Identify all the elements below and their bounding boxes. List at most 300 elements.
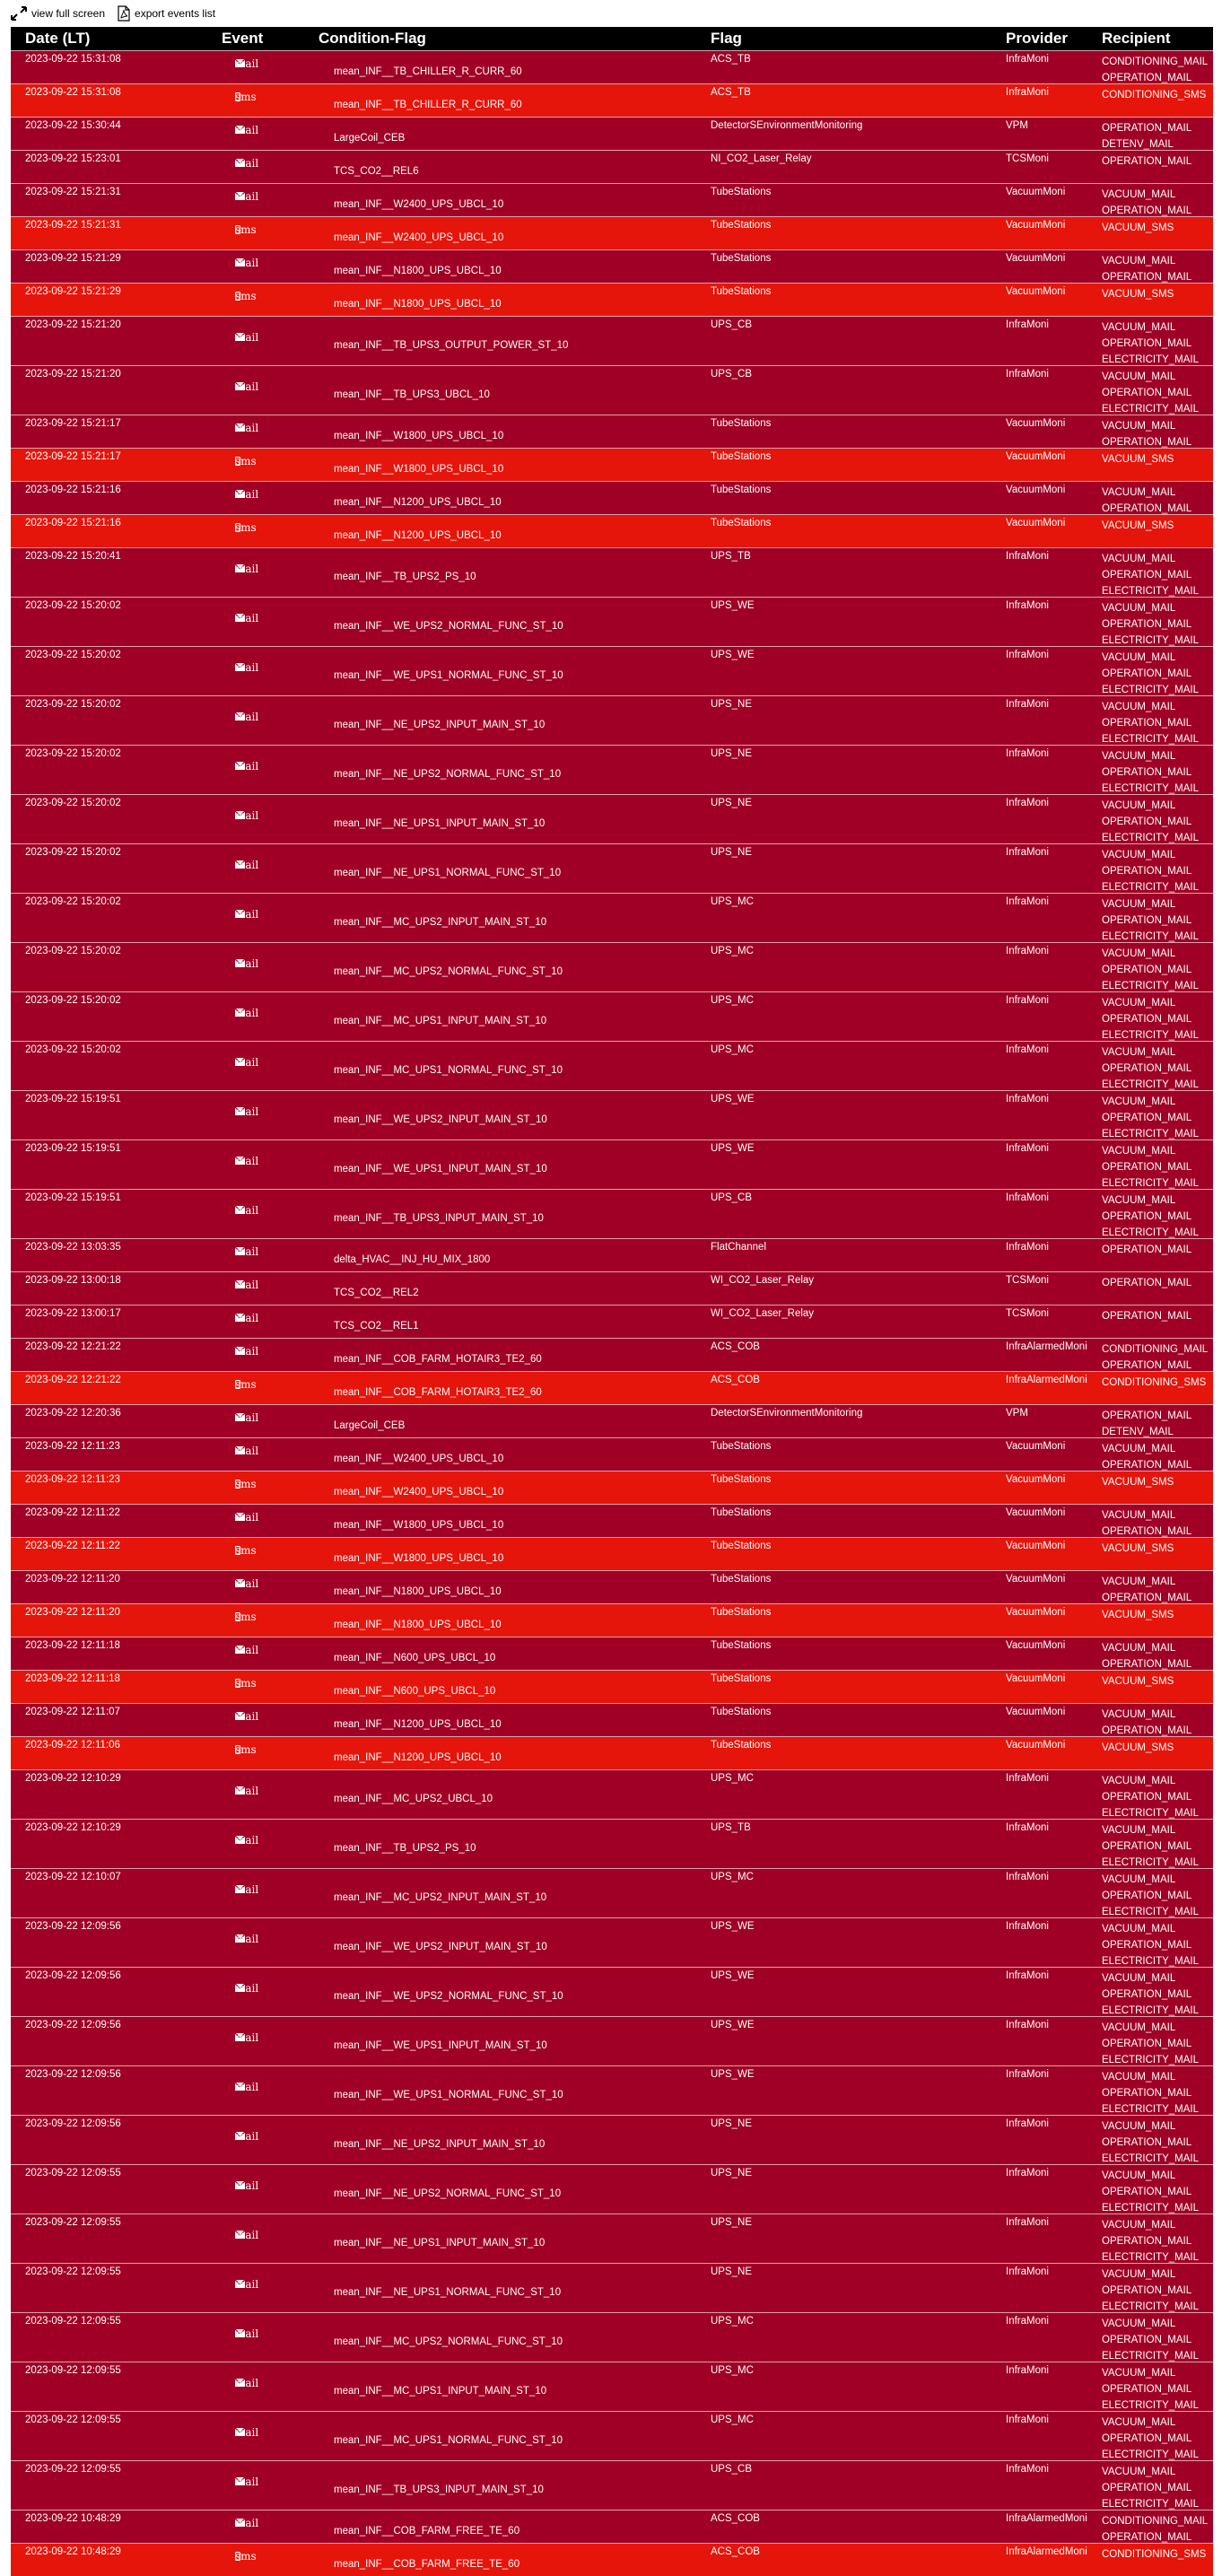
table-row[interactable] <box>11 2543 1213 2576</box>
recipient-item: VACUUM_MAIL <box>1102 948 1176 959</box>
table-row[interactable] <box>11 2411 1213 2460</box>
table-row[interactable] <box>11 1140 1213 1189</box>
cell-event <box>235 123 259 136</box>
cell-recipient <box>1102 1872 1199 1920</box>
cell-flag: TubeStations <box>711 485 772 495</box>
cell-event <box>235 57 259 70</box>
cell-event <box>235 380 259 393</box>
recipient-item: VACUUM_MAIL <box>1102 2220 1176 2231</box>
event-type-label: sms <box>235 1611 257 1623</box>
table-row[interactable] <box>11 1917 1213 1967</box>
table-row[interactable] <box>11 1189 1213 1238</box>
cell-provider: InfraMoni <box>1006 1242 1049 1253</box>
cell-condition-flag: mean_INF__W1800_UPS_UBCL_10 <box>334 464 504 475</box>
cell-condition-flag: mean_INF__W1800_UPS_UBCL_10 <box>334 1520 504 1531</box>
cell-condition-flag: mean_INF__TB_CHILLER_R_CURR_60 <box>334 100 522 110</box>
cell-provider: InfraAlarmedMoni <box>1006 1375 1087 1385</box>
cell-recipient <box>1102 699 1199 747</box>
cell-condition-flag: mean_INF__WE_UPS1_INPUT_MAIN_ST_10 <box>334 1164 547 1174</box>
cell-recipient <box>1102 54 1208 86</box>
event-type-label: mail <box>235 1882 259 1896</box>
table-row[interactable] <box>11 646 1213 695</box>
table-row[interactable] <box>11 1338 1213 1371</box>
cell-recipient <box>1102 2020 1199 2068</box>
table-row[interactable] <box>11 1703 1213 1736</box>
cell-flag: TubeStations <box>711 1474 772 1485</box>
recipient-item: VACUUM_MAIL <box>1102 421 1176 432</box>
cell-condition-flag: mean_INF__MC_UPS2_NORMAL_FUNC_ST_10 <box>334 966 563 977</box>
recipient-item: ELECTRICITY_MAIL <box>1102 2400 1199 2411</box>
event-type-label: sms <box>235 1677 257 1690</box>
cell-date: 2023-09-22 12:20:36 <box>25 1408 121 1419</box>
cell-event <box>235 1055 259 1069</box>
recipient-item: OPERATION_MAIL <box>1102 866 1192 877</box>
table-row[interactable] <box>11 2016 1213 2065</box>
cell-date: 2023-09-22 15:21:31 <box>25 187 121 197</box>
cell-date: 2023-09-22 13:00:18 <box>25 1275 121 1286</box>
event-type-label: mail <box>235 380 259 393</box>
recipient-item: OPERATION_MAIL <box>1102 2433 1192 2444</box>
cell-condition-flag: mean_INF__COB_FARM_FREE_TE_60 <box>334 2559 520 2570</box>
table-row[interactable] <box>11 1769 1213 1819</box>
table-row[interactable] <box>11 1603 1213 1637</box>
recipient-item: ELECTRICITY_MAIL <box>1102 1178 1199 1189</box>
recipient-item: OPERATION_MAIL <box>1102 915 1192 926</box>
cell-condition-flag: mean_INF__NE_UPS1_NORMAL_FUNC_ST_10 <box>334 868 562 878</box>
recipient-item: ELECTRICITY_MAIL <box>1102 586 1199 597</box>
table-row[interactable] <box>11 365 1213 415</box>
recipient-item: OPERATION_MAIL <box>1102 1792 1192 1803</box>
table-row[interactable] <box>11 1041 1213 1090</box>
table-row[interactable] <box>11 2115 1213 2164</box>
recipient-item: OPERATION_MAIL <box>1102 123 1192 134</box>
cell-recipient <box>1102 319 1199 368</box>
cell-event <box>235 487 259 501</box>
cell-event <box>235 759 259 773</box>
recipient-item: OPERATION_MAIL <box>1102 2532 1192 2543</box>
event-type-label: mail <box>235 1154 259 1167</box>
table-row[interactable] <box>11 547 1213 597</box>
cell-date: 2023-09-22 15:21:16 <box>25 485 121 495</box>
table-row[interactable] <box>11 1637 1213 1670</box>
recipient-item: OPERATION_MAIL <box>1102 570 1192 581</box>
event-type-label: mail <box>235 1055 259 1069</box>
table-row[interactable] <box>11 942 1213 991</box>
recipient-item: OPERATION_MAIL <box>1102 272 1192 283</box>
cell-date: 2023-09-22 13:00:17 <box>25 1308 121 1319</box>
cell-flag: UPS_NE <box>711 748 753 759</box>
recipient-item: VACUUM_SMS <box>1102 223 1174 233</box>
table-row[interactable] <box>11 893 1213 942</box>
cell-date: 2023-09-22 12:10:29 <box>25 1773 121 1784</box>
cell-condition-flag: mean_INF__TB_UPS3_INPUT_MAIN_ST_10 <box>334 2484 544 2495</box>
table-row[interactable] <box>11 2164 1213 2214</box>
table-row[interactable] <box>11 1090 1213 1140</box>
cell-flag: UPS_MC <box>711 995 754 1006</box>
recipient-item: VACUUM_MAIL <box>1102 2467 1176 2477</box>
recipient-item: ELECTRICITY_MAIL <box>1102 783 1199 794</box>
cell-recipient <box>1102 2316 1199 2364</box>
table-row[interactable] <box>11 1437 1213 1471</box>
cell-date: 2023-09-22 15:21:29 <box>25 253 121 264</box>
table-row[interactable] <box>11 1736 1213 1769</box>
recipient-item: OPERATION_MAIL <box>1102 1244 1192 1255</box>
event-type-label: sms <box>235 1378 257 1391</box>
cell-flag: ACS_TB <box>711 54 751 65</box>
cell-date: 2023-09-22 12:09:55 <box>25 2316 121 2327</box>
cell-flag: UPS_MC <box>711 2414 754 2425</box>
cell-event <box>235 1410 259 1424</box>
cell-flag: WI_CO2_Laser_Relay <box>711 1308 815 1319</box>
view-full-screen-link[interactable] <box>11 6 105 21</box>
cell-recipient <box>1102 2546 1206 2563</box>
recipient-item: OPERATION_MAIL <box>1102 388 1192 398</box>
cell-flag: WI_CO2_Laser_Relay <box>711 1275 815 1286</box>
cell-condition-flag: mean_INF__W1800_UPS_UBCL_10 <box>334 1553 504 1564</box>
cell-date: 2023-09-22 12:11:18 <box>25 1673 120 1684</box>
cell-event <box>235 1378 257 1391</box>
cell-condition-flag: mean_INF__MC_UPS2_NORMAL_FUNC_ST_10 <box>334 2336 563 2347</box>
export-events-list-link[interactable] <box>118 5 215 22</box>
cell-condition-flag: mean_INF__MC_UPS1_INPUT_MAIN_ST_10 <box>334 2386 547 2397</box>
event-type-label: mail <box>235 1510 259 1524</box>
event-type-label: sms <box>235 223 257 236</box>
cell-recipient <box>1102 600 1199 649</box>
cell-provider: InfraMoni <box>1006 1192 1049 1203</box>
cell-condition-flag: mean_INF__WE_UPS2_INPUT_MAIN_ST_10 <box>334 1942 547 1952</box>
table-row[interactable] <box>11 117 1213 150</box>
table-row[interactable] <box>11 2214 1213 2263</box>
cell-recipient <box>1102 1822 1199 1871</box>
event-type-label: mail <box>235 1105 259 1118</box>
cell-flag: UPS_CB <box>711 1192 753 1203</box>
cell-provider: InfraMoni <box>1006 650 1049 660</box>
cell-date: 2023-09-22 13:03:35 <box>25 1242 121 1253</box>
cell-flag: UPS_MC <box>711 2365 754 2376</box>
cell-condition-flag: mean_INF__N1200_UPS_UBCL_10 <box>334 497 502 508</box>
cell-date: 2023-09-22 15:20:02 <box>25 847 121 858</box>
table-row[interactable] <box>11 843 1213 893</box>
table-row[interactable] <box>11 2510 1213 2543</box>
table-row[interactable] <box>11 2460 1213 2510</box>
cell-condition-flag: mean_INF__TB_UPS2_PS_10 <box>334 1843 476 1854</box>
event-type-label: mail <box>235 956 259 970</box>
cell-recipient <box>1102 2266 1199 2315</box>
table-row[interactable] <box>11 1504 1213 1537</box>
table-row[interactable] <box>11 1404 1213 1437</box>
cell-date: 2023-09-22 12:11:18 <box>25 1640 120 1651</box>
cell-condition-flag: mean_INF__NE_UPS1_INPUT_MAIN_ST_10 <box>334 2238 546 2249</box>
recipient-item: ELECTRICITY_MAIL <box>1102 404 1199 415</box>
event-type-label: mail <box>235 1006 259 1019</box>
cell-recipient <box>1102 1970 1199 2019</box>
cell-event <box>235 1006 259 1019</box>
recipient-item: VACUUM_MAIL <box>1102 751 1176 762</box>
cell-recipient <box>1102 220 1174 236</box>
cell-flag: ACS_COB <box>711 2546 760 2557</box>
table-row[interactable] <box>11 1819 1213 1868</box>
cell-provider: VacuumMoni <box>1006 187 1066 197</box>
cell-condition-flag: mean_INF__NE_UPS2_NORMAL_FUNC_ST_10 <box>334 2188 562 2199</box>
event-type-label: mail <box>235 710 259 723</box>
recipient-item: CONDITIONING_SMS <box>1102 90 1207 100</box>
table-row[interactable] <box>11 2312 1213 2362</box>
cell-condition-flag: mean_INF__WE_UPS2_INPUT_MAIN_ST_10 <box>334 1114 547 1125</box>
recipient-item: OPERATION_MAIL <box>1102 1063 1192 1074</box>
cell-date: 2023-09-22 15:23:01 <box>25 153 121 164</box>
cell-date: 2023-09-22 15:19:51 <box>25 1143 121 1154</box>
recipient-item: VACUUM_MAIL <box>1102 256 1176 266</box>
event-type-label: sms <box>235 1544 257 1557</box>
cell-condition-flag: mean_INF__N600_UPS_UBCL_10 <box>334 1653 496 1663</box>
recipient-item: VACUUM_SMS <box>1102 1676 1174 1687</box>
recipient-item: ELECTRICITY_MAIL <box>1102 2005 1199 2016</box>
recipient-item: ELECTRICITY_MAIL <box>1102 1227 1199 1238</box>
cell-flag: TubeStations <box>711 1574 772 1585</box>
recipient-item: VACUUM_MAIL <box>1102 1146 1176 1157</box>
table-row[interactable] <box>11 1570 1213 1603</box>
event-type-label: mail <box>235 1981 259 1995</box>
cell-event <box>235 1311 259 1324</box>
cell-event <box>235 858 259 871</box>
cell-date: 2023-09-22 15:20:41 <box>25 551 121 562</box>
table-row[interactable] <box>11 216 1213 249</box>
header-event[interactable]: Event <box>222 30 264 47</box>
cell-provider: VacuumMoni <box>1006 451 1066 462</box>
event-type-label: mail <box>235 2129 259 2143</box>
cell-condition-flag: mean_INF__TB_UPS3_OUTPUT_POWER_ST_10 <box>334 340 569 351</box>
recipient-item: ELECTRICITY_MAIL <box>1102 635 1199 646</box>
table-row[interactable] <box>11 150 1213 183</box>
cell-date: 2023-09-22 12:21:22 <box>25 1375 121 1385</box>
cell-flag: UPS_MC <box>711 1773 754 1784</box>
event-type-label: mail <box>235 2277 259 2291</box>
cell-event <box>235 1743 257 1756</box>
table-row[interactable] <box>11 50 1213 83</box>
event-type-label: sms <box>235 91 257 103</box>
table-row[interactable] <box>11 1371 1213 1404</box>
cell-recipient <box>1102 798 1199 846</box>
cell-recipient <box>1102 187 1191 219</box>
header-date[interactable]: Date (LT) <box>25 30 91 47</box>
cell-flag: UPS_WE <box>711 650 755 660</box>
recipient-item: OPERATION_MAIL <box>1102 1659 1192 1670</box>
cell-date: 2023-09-22 12:10:29 <box>25 1822 121 1833</box>
cell-recipient <box>1102 896 1199 945</box>
cell-condition-flag: TCS_CO2__REL1 <box>334 1321 419 1332</box>
recipient-item: VACUUM_MAIL <box>1102 1096 1176 1107</box>
table-row[interactable] <box>11 1471 1213 1504</box>
cell-recipient <box>1102 1607 1174 1623</box>
cell-flag: TubeStations <box>711 1707 772 1717</box>
cell-condition-flag: mean_INF__TB_UPS3_UBCL_10 <box>334 389 490 400</box>
cell-flag: UPS_CB <box>711 2464 753 2475</box>
table-row[interactable] <box>11 183 1213 216</box>
cell-recipient <box>1102 153 1191 170</box>
recipient-item: OPERATION_MAIL <box>1102 2039 1192 2049</box>
cell-provider: InfraMoni <box>1006 600 1049 611</box>
recipient-item: OPERATION_MAIL <box>1102 437 1192 448</box>
table-row[interactable] <box>11 745 1213 794</box>
event-type-label: mail <box>235 1244 259 1258</box>
cell-event <box>235 1478 257 1490</box>
recipient-item: VACUUM_MAIL <box>1102 2417 1176 2428</box>
header-recipient[interactable]: Recipient <box>1102 30 1171 47</box>
event-type-label: mail <box>235 858 259 871</box>
recipient-item: OPERATION_MAIL <box>1102 1162 1192 1173</box>
cell-recipient <box>1102 1474 1174 1490</box>
cell-event <box>235 710 259 723</box>
table-row[interactable] <box>11 1238 1213 1271</box>
cell-recipient <box>1102 2168 1199 2216</box>
cell-event <box>235 521 257 534</box>
cell-provider: TCSMoni <box>1006 1308 1049 1319</box>
recipient-item: OPERATION_MAIL <box>1102 1593 1192 1603</box>
recipient-item: ELECTRICITY_MAIL <box>1102 2499 1199 2510</box>
table-row[interactable] <box>11 283 1213 316</box>
table-row[interactable] <box>11 316 1213 365</box>
table-row[interactable] <box>11 83 1213 117</box>
cell-recipient <box>1102 286 1174 302</box>
cell-date: 2023-09-22 12:11:07 <box>25 1707 120 1717</box>
cell-date: 2023-09-22 12:11:22 <box>25 1507 120 1518</box>
recipient-item: ELECTRICITY_MAIL <box>1102 2351 1199 2362</box>
cell-recipient <box>1102 1044 1199 1093</box>
cell-date: 2023-09-22 10:48:29 <box>25 2546 121 2557</box>
table-row[interactable] <box>11 1868 1213 1917</box>
table-row[interactable] <box>11 2065 1213 2115</box>
recipient-item: OPERATION_MAIL <box>1102 1211 1192 1222</box>
cell-recipient <box>1102 253 1191 285</box>
recipient-item: VACUUM_MAIL <box>1102 2072 1176 2083</box>
cell-date: 2023-09-22 12:09:55 <box>25 2464 121 2475</box>
cell-recipient <box>1102 369 1199 417</box>
cell-flag: TubeStations <box>711 1507 772 1518</box>
cell-date: 2023-09-22 12:09:55 <box>25 2414 121 2425</box>
table-row[interactable] <box>11 1271 1213 1305</box>
cell-provider: InfraMoni <box>1006 1044 1049 1055</box>
table-row[interactable] <box>11 514 1213 547</box>
recipient-item: VACUUM_MAIL <box>1102 1510 1176 1521</box>
expand-arrows-icon <box>11 6 27 21</box>
cell-provider: InfraAlarmedMoni <box>1006 2513 1087 2524</box>
recipient-item: ELECTRICITY_MAIL <box>1102 981 1199 991</box>
cell-provider: VacuumMoni <box>1006 1574 1066 1585</box>
cell-event <box>235 1932 259 1945</box>
cell-flag: TubeStations <box>711 518 772 528</box>
cell-condition-flag: mean_INF__WE_UPS1_NORMAL_FUNC_ST_10 <box>334 670 563 681</box>
event-type-label: mail <box>235 2425 259 2439</box>
cell-date: 2023-09-22 15:21:20 <box>25 369 121 380</box>
cell-recipient <box>1102 1740 1174 1756</box>
table-row[interactable] <box>11 695 1213 745</box>
cell-condition-flag: mean_INF__N1800_UPS_UBCL_10 <box>334 266 502 276</box>
recipient-item: VACUUM_MAIL <box>1102 1047 1176 1058</box>
cell-provider: VacuumMoni <box>1006 1607 1066 1618</box>
recipient-item: ELECTRICITY_MAIL <box>1102 2104 1199 2115</box>
recipient-item: VACUUM_MAIL <box>1102 1874 1176 1885</box>
cell-provider: InfraMoni <box>1006 319 1049 330</box>
table-row[interactable] <box>11 448 1213 481</box>
header-provider[interactable]: Provider <box>1006 30 1068 47</box>
cell-flag: UPS_NE <box>711 2217 753 2228</box>
cell-flag: UPS_TB <box>711 551 751 562</box>
event-type-label: mail <box>235 2516 259 2529</box>
cell-recipient <box>1102 847 1199 895</box>
table-row[interactable] <box>11 481 1213 514</box>
table-row[interactable] <box>11 991 1213 1041</box>
cell-provider: InfraMoni <box>1006 896 1049 907</box>
event-type-label: mail <box>235 487 259 501</box>
recipient-item: OPERATION_MAIL <box>1102 1526 1192 1537</box>
cell-flag: UPS_MC <box>711 946 754 956</box>
cell-flag: TubeStations <box>711 1607 772 1618</box>
recipient-item: OPERATION_MAIL <box>1102 2483 1192 2493</box>
cell-date: 2023-09-22 12:09:55 <box>25 2365 121 2376</box>
cell-recipient <box>1102 650 1199 698</box>
cell-provider: VacuumMoni <box>1006 286 1066 297</box>
cell-event <box>235 660 259 674</box>
cell-date: 2023-09-22 12:11:22 <box>25 1541 120 1551</box>
recipient-item: OPERATION_MAIL <box>1102 1725 1192 1736</box>
cell-flag: UPS_NE <box>711 2266 753 2277</box>
cell-flag: ACS_TB <box>711 87 751 98</box>
recipient-item: VACUUM_SMS <box>1102 1543 1174 1554</box>
table-row[interactable] <box>11 597 1213 646</box>
table-row[interactable] <box>11 415 1213 448</box>
cell-condition-flag: mean_INF__N1200_UPS_UBCL_10 <box>334 530 502 541</box>
recipient-item: ELECTRICITY_MAIL <box>1102 734 1199 745</box>
cell-provider: VacuumMoni <box>1006 518 1066 528</box>
recipient-item: VACUUM_SMS <box>1102 1610 1174 1620</box>
table-row[interactable] <box>11 2263 1213 2312</box>
recipient-item: OPERATION_MAIL <box>1102 718 1192 729</box>
event-type-label: mail <box>235 1833 259 1847</box>
cell-provider: InfraMoni <box>1006 2217 1049 2228</box>
cell-flag: ACS_COB <box>711 1341 760 1352</box>
table-row[interactable] <box>11 1305 1213 1338</box>
cell-event <box>235 1833 259 1847</box>
table-body <box>11 50 1213 2576</box>
cell-condition-flag: mean_INF__MC_UPS1_INPUT_MAIN_ST_10 <box>334 1016 547 1026</box>
view-full-screen-label: view full screen <box>31 7 106 20</box>
cell-condition-flag: mean_INF__W2400_UPS_UBCL_10 <box>334 1454 504 1464</box>
event-type-label: mail <box>235 330 259 344</box>
cell-flag: TubeStations <box>711 1640 772 1651</box>
table-row[interactable] <box>11 794 1213 843</box>
cell-provider: VacuumMoni <box>1006 1707 1066 1717</box>
event-type-label: mail <box>235 660 259 674</box>
cell-event <box>235 611 259 624</box>
table-row[interactable] <box>11 1967 1213 2016</box>
recipient-item: VACUUM_MAIL <box>1102 2121 1176 2132</box>
cell-event <box>235 1510 259 1524</box>
recipient-item: VACUUM_MAIL <box>1102 1444 1176 1454</box>
cell-event <box>235 2129 259 2143</box>
event-type-label: mail <box>235 759 259 773</box>
header-flag[interactable]: Flag <box>711 30 742 47</box>
recipient-item: VACUUM_SMS <box>1102 1742 1174 1753</box>
recipient-item: ELECTRICITY_MAIL <box>1102 833 1199 843</box>
table-row[interactable] <box>11 2362 1213 2411</box>
event-type-label: mail <box>235 421 259 434</box>
table-row[interactable] <box>11 1670 1213 1703</box>
table-row[interactable] <box>11 249 1213 283</box>
table-row[interactable] <box>11 1537 1213 1570</box>
cell-condition-flag: mean_INF__MC_UPS1_NORMAL_FUNC_ST_10 <box>334 1065 563 1076</box>
header-condition-flag[interactable]: Condition-Flag <box>319 30 426 47</box>
recipient-item: VACUUM_MAIL <box>1102 1924 1176 1934</box>
